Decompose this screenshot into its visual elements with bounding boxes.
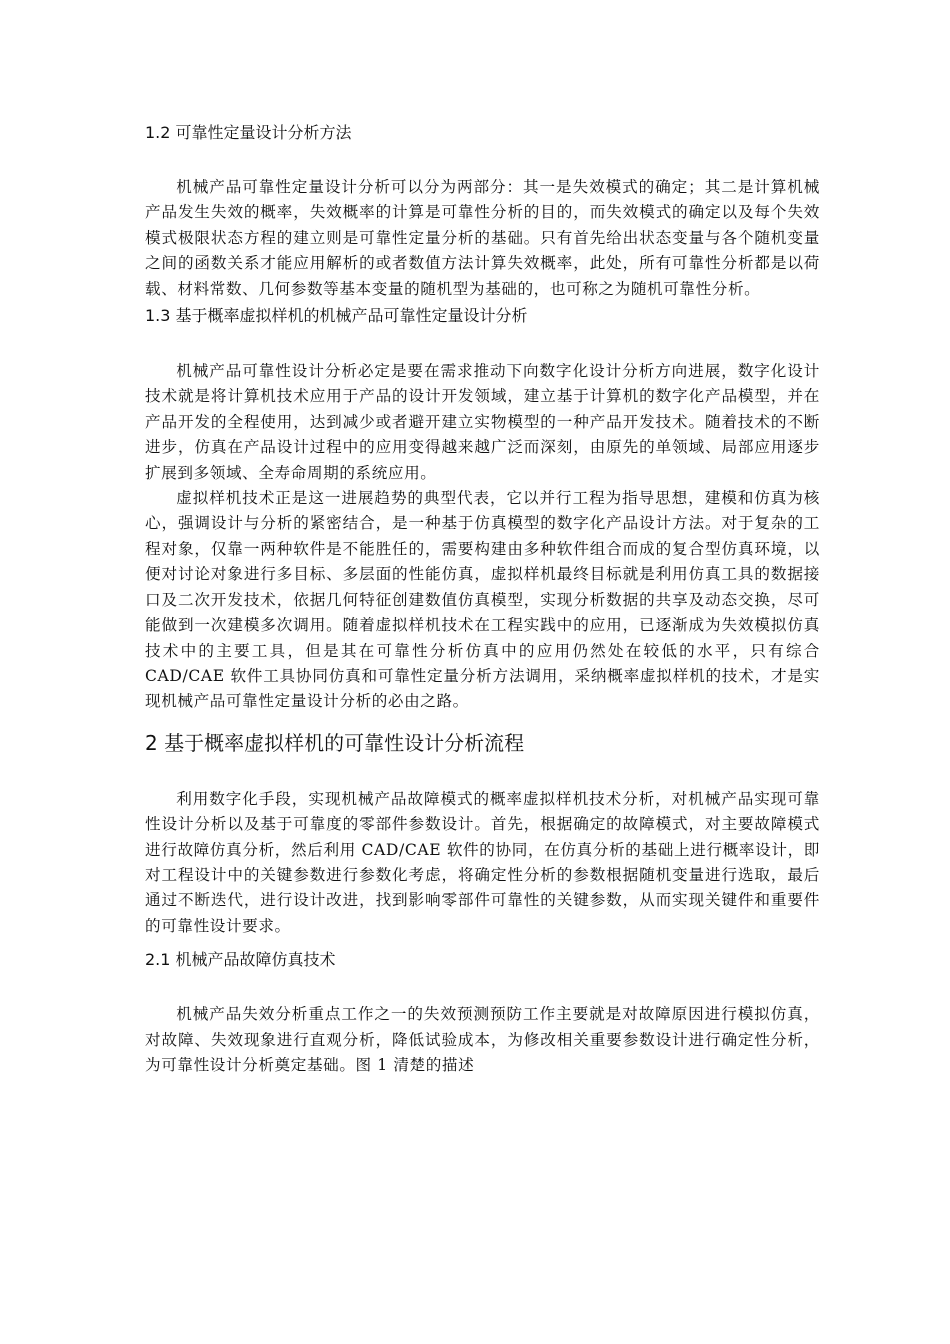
paragraph: 虚拟样机技术正是这一进展趋势的典型代表，它以并行工程为指导思想，建模和仿真为核心，强调设计与分析的紧密结合，是一种基于仿真模型的数字化产品设计方法。对于复杂的工程对象，仅靠一两种软件是不能胜任的，需要构建由多种软件组合而成的复合型仿真环境，以便对讨论对象进行多目标、多层面的性能仿真，虚拟样机最终目标就是利用仿真工具的数据接口及二次开发技术，依据几何特征创建数值仿真模型，实现分析数据的共享及动态交换，尽可能做到一次建模多次调用。随着虚拟样机技术在工程实践中的应用，已逐渐成为失效模拟仿真技术中的主要工具，但是其在可靠性分析仿真中的应用仍然处在较低的水平，只有综合 CAD/CAE 软件工具协同仿真和可靠性定量分析方法调用，采纳概率虚拟样机的技术，才是实现机械产品可靠性定量设计分析的必由之路。 (145, 489, 820, 711)
paragraph: 机械产品可靠性设计分析必定是要在需求推动下向数字化设计分析方向进展，数字化设计技术就是将计算机技术应用于产品的设计开发领域，建立基于计算机的数字化产品模型，并在产品开发的全程使用，达到减少或者避开建立实物模型的一种产品开发技术。随着技术的不断进步，仿真在产品设计过程中的应用变得越来越广泛而深刻，由原先的单领域、局部应用逐步扩展到多领域、全寿命周期的系统应用。 (145, 362, 820, 482)
section-2-1 (145, 949, 820, 1078)
document-body (145, 122, 820, 1078)
section-1-3 (145, 305, 820, 715)
paragraph: 机械产品可靠性定量设计分析可以分为两部分：其一是失效模式的确定；其二是计算机械产品发生失效的概率，失效概率的计算是可靠性分析的目的，而失效模式的确定以及每个失效模式极限状态方程的建立则是可靠性定量分析的基础。只有首先给出状态变量与各个随机变量之间的函数关系才能应用解析的或者数值方法计算失效概率，此处，所有可靠性分析都是以荷载、材料常数、几何参数等基本变量的随机型为基础的，也可称之为随机可靠性分析。 (145, 178, 820, 298)
paragraph: 利用数字化手段，实现机械产品故障模式的概率虚拟样机技术分析，对机械产品实现可靠性设计分析以及基于可靠度的零部件参数设计。首先，根据确定的故障模式，对主要故障模式进行故障仿真分析，然后利用 CAD/CAE 软件的协同，在仿真分析的基础上进行概率设计，即对工程设计中的关键参数进行参数化考虑，将确定性分析的参数根据随机变量进行选取，最后通过不断迭代，进行设计改进，找到影响零部件可靠性的关键参数，从而实现关键件和重要件的可靠性设计要求。 (145, 789, 820, 935)
chapter-heading: 2 基于概率虚拟样机的可靠性设计分析流程 (145, 730, 525, 755)
section-1-2 (145, 122, 820, 302)
section-heading: 1.2 可靠性定量设计分析方法 (145, 123, 352, 142)
paragraph: 机械产品失效分析重点工作之一的失效预测预防工作主要就是对故障原因进行模拟仿真，对故障、失效现象进行直观分析，降低试验成本，为修改相关重要参数设计进行确定性分析，为可靠性设计分析奠定基础。图 1 清楚的描述 (145, 1005, 820, 1074)
section-heading: 1.3 基于概率虚拟样机的机械产品可靠性定量设计分析 (145, 306, 528, 326)
section-2 (145, 729, 820, 939)
section-heading: 2.1 机械产品故障仿真技术 (145, 950, 336, 970)
